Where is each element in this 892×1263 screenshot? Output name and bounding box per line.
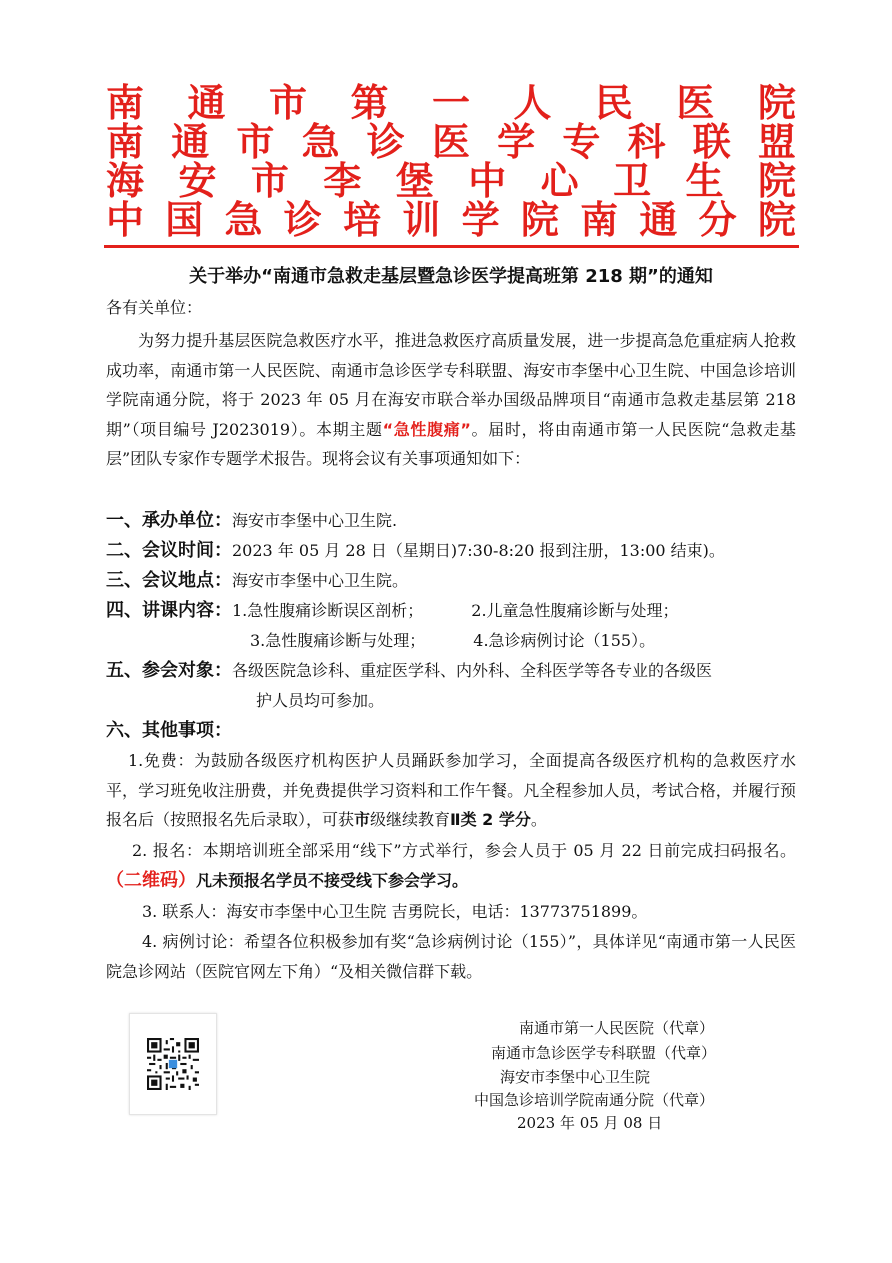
letterhead-char: 院: [757, 198, 796, 242]
letterhead-char: 院: [520, 198, 559, 242]
letterhead-char: 院: [757, 81, 796, 125]
register-warning: 凡未预报名学员不接受线下参会学习。: [196, 870, 469, 890]
notice-title: 关于举办“南通市急救走基层暨急诊医学提高班第 218 期”的通知: [189, 266, 713, 287]
audience-item-row2: [256, 686, 796, 716]
letterhead-char: 诊: [283, 198, 322, 242]
letterhead-char: 卫: [613, 159, 652, 203]
register-qr-label: （二维码）: [106, 869, 196, 891]
letterhead-char: 民: [594, 81, 633, 125]
fee-text: 1.免费：为鼓励各级医疗机构医护人员踊跃参加学习，全面提高各级医疗机构的急救医疗水平，学习班免收注册费，并免费提供学习资料和工作午餐。凡全程参加人员，考试合格，并履行预报名后（按照报名先后录取），可获: [106, 751, 796, 829]
fee-credit-bold: Ⅱ类 2 学分: [450, 810, 531, 829]
letterhead-char: 通: [187, 81, 226, 125]
contact-paragraph: [106, 897, 796, 927]
time-item: [106, 536, 796, 566]
other-item: [106, 716, 796, 746]
host-value: 海安市李堡中心卫生院.: [232, 511, 398, 530]
letterhead-char: 南: [106, 120, 145, 164]
letterhead-char: 南: [580, 198, 619, 242]
register-paragraph: [106, 836, 796, 895]
letterhead-char: 海: [106, 159, 145, 203]
letterhead-char: 急: [224, 198, 263, 242]
letterhead-char: 一: [431, 81, 470, 125]
audience-value-2: 护人员均可参加。: [256, 691, 385, 710]
fee-paragraph: [106, 746, 796, 835]
letterhead-char: 训: [402, 198, 441, 242]
content-4: 4.急诊病例讨论（155）。: [473, 631, 656, 650]
letterhead-char: 盟: [757, 120, 796, 164]
content-item-row2: [250, 626, 796, 656]
intro-text-end: 。届时，将由南通市第一人民医院“急救走基层”团队专家作专题学术报告。现将会议有关事项通知如下：: [106, 419, 796, 468]
signature-line-4: 中国急诊培训学院南通分院（代章）: [474, 1091, 715, 1109]
letterhead-char: 中: [468, 159, 507, 203]
letterhead-char: 联: [692, 120, 731, 164]
letterhead-char: 第: [350, 81, 389, 125]
content-1: 1.急性腹痛诊断误区剖析；: [232, 601, 424, 620]
other-heading: 六、其他事项：: [106, 720, 232, 741]
register-text: 2. 报名：本期培训班全部采用“线下”方式举行，参会人员于 05 月 22 日前完成扫码报名。: [132, 841, 796, 860]
letterhead-char: 生: [685, 159, 724, 203]
letterhead-char: 心: [540, 159, 579, 203]
letterhead-line-1: [106, 81, 796, 125]
letterhead-char: 通: [171, 120, 210, 164]
place-item: [106, 566, 796, 596]
content-item: [106, 596, 796, 626]
letterhead-char: 市: [236, 120, 275, 164]
letterhead-char: 安: [178, 159, 217, 203]
audience-item: [106, 656, 796, 686]
content-2: 2.儿童急性腹痛诊断与处理；: [471, 601, 679, 620]
letterhead-char: 市: [250, 159, 289, 203]
host-heading: 一、承办单位：: [106, 510, 232, 531]
letterhead-char: 李: [323, 159, 362, 203]
letterhead-line-4: [106, 198, 796, 242]
fee-city-bold: 市: [354, 810, 371, 829]
letterhead: [106, 81, 796, 242]
letterhead-line-3: [106, 159, 796, 203]
time-value: 2023 年 05 月 28 日（星期日)7:30-8:20 报到注册，13:00 结束)。: [232, 541, 725, 560]
letterhead-char: 堡: [395, 159, 434, 203]
time-heading: 二、会议时间：: [106, 540, 232, 561]
place-heading: 三、会议地点：: [106, 570, 232, 591]
letterhead-char: 人: [513, 81, 552, 125]
case-text: 4. 病例讨论：希望各位积极参加有奖“急诊病例讨论（155）”，具体详见“南通市第一人民医院急诊网站（医院官网左下角）“及相关微信群下载。: [106, 932, 796, 981]
contact-text: 3. 联系人：海安市李堡中心卫生院 吉勇院长，电话：13773751899。: [142, 902, 648, 921]
letterhead-char: 院: [757, 159, 796, 203]
intro-text: 为努力提升基层医院急救医疗水平，推进急救医疗高质量发展，进一步提高急危重症病人抢救成功率，南通市第一人民医院、南通市急诊医学专科联盟、海安市李堡中心卫生院、中国急诊培训学院南通分院，将于 2023 年 05 月在海安市联合举办国级品牌项目“南通市急救走基层第 218 期”（项目编号 J2023019）。本期主题: [106, 331, 796, 439]
audience-value: 各级医院急诊科、重症医学科、内外科、全科医学等各专业的各级医: [232, 661, 713, 680]
letterhead-char: 诊: [366, 120, 405, 164]
letterhead-char: 学: [497, 120, 536, 164]
fee-end: 。: [530, 810, 547, 829]
qr-code-card[interactable]: [129, 1013, 217, 1115]
content-3: 3.急性腹痛诊断与处理；: [250, 631, 426, 650]
qr-code-icon[interactable]: [147, 1038, 199, 1090]
content-heading: 四、讲课内容：: [106, 600, 232, 621]
signature-line-2: 南通市急诊医学专科联盟（代章）: [491, 1044, 717, 1062]
case-paragraph: [106, 927, 796, 986]
letterhead-line-2: [106, 120, 796, 164]
letterhead-char: 中: [106, 198, 145, 242]
letterhead-char: 通: [639, 198, 678, 242]
letterhead-char: 医: [431, 120, 470, 164]
fee-text-2: 级继续教育: [370, 810, 451, 829]
salutation: 各有关单位：: [106, 298, 203, 317]
letterhead-char: 医: [676, 81, 715, 125]
audience-heading: 五、参会对象：: [106, 660, 232, 681]
signature-line-1: 南通市第一人民医院（代章）: [519, 1019, 715, 1037]
letterhead-char: 培: [343, 198, 382, 242]
place-value: 海安市李堡中心卫生院。: [232, 571, 409, 590]
signature-date: 2023 年 05 月 08 日: [517, 1114, 663, 1132]
letterhead-divider: [104, 245, 799, 248]
letterhead-char: 急: [301, 120, 340, 164]
letterhead-char: 分: [698, 198, 737, 242]
signature-line-3: 海安市李堡中心卫生院: [500, 1068, 651, 1086]
letterhead-char: 南: [106, 81, 145, 125]
letterhead-char: 学: [461, 198, 500, 242]
letterhead-char: 国: [165, 198, 204, 242]
theme-highlight: “急性腹痛”: [382, 419, 471, 439]
letterhead-char: 科: [627, 120, 666, 164]
host-item: [106, 506, 796, 536]
letterhead-char: 专: [562, 120, 601, 164]
intro-paragraph: [106, 326, 796, 474]
letterhead-char: 市: [268, 81, 307, 125]
